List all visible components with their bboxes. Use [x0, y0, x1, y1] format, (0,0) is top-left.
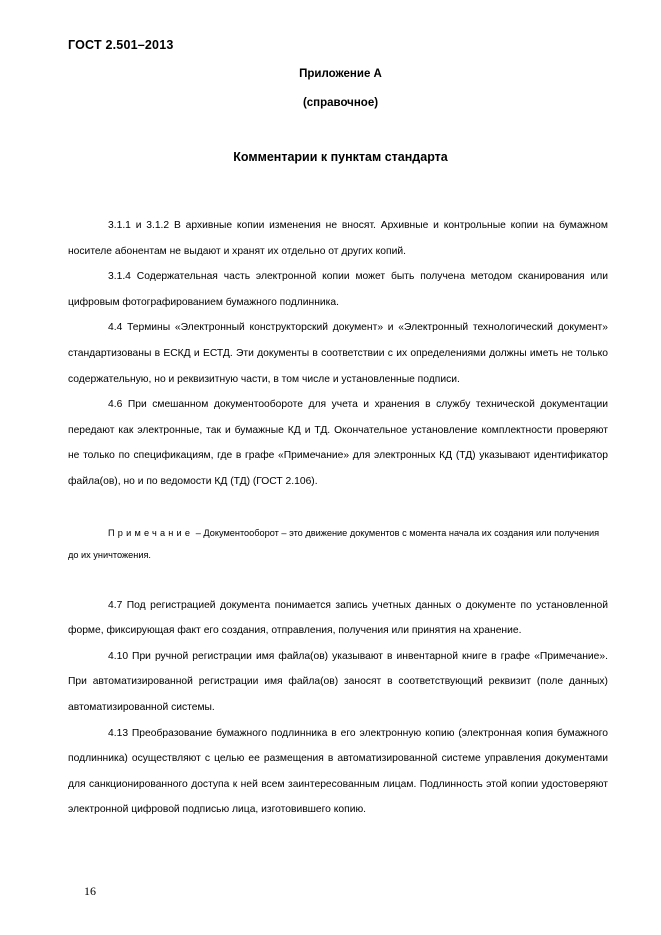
- paragraph-4-10: 4.10 При ручной регистрации имя файла(ов) указывают в инвентарной книге в графе «Примечание». При автоматизированной регистрации имя файла(ов) заносят в соответствующий реквизит (поле данных) автоматизированной системы.: [68, 650, 608, 713]
- paragraph-3-1-1: 3.1.1 и 3.1.2 В архивные копии изменения не вносят. Архивные и контрольные копии на бумажном носителе абонентам не выдают и хранят их отдельно от других копий.: [68, 220, 608, 257]
- paragraph-4-13: 4.13 Преобразование бумажного подлинника в его электронную копию (электронная копия бумажного подлинника) осуществляют с целью ее размещения в автоматизированной системе управления документами для санкционированного доступа к ней всем заинтересованным лицам. Подлинность этой копии удостоверяют электронной цифровой подписью лица, изготовившего копию.: [68, 727, 608, 816]
- paragraph-4-7: 4.7 Под регистрацией документа понимается запись учетных данных о документе по установленной форме, фиксирующая факт его создания, отправления, получения или принятия на хранение.: [68, 599, 608, 637]
- standard-code: ГОСТ 2.501–2013: [68, 38, 174, 52]
- paragraph-4-4: 4.4 Термины «Электронный конструкторский документ» и «Электронный технологический документ» стандартизованы в ЕСКД и ЕСТД. Эти документы в соответствии с их определениями должны иметь не только содержательную, но и реквизитную части, в том числе и установленные подписи.: [68, 322, 608, 385]
- appendix-title: Приложение А: [299, 68, 382, 80]
- page-number: 16: [84, 884, 96, 898]
- appendix-type: (справочное): [302, 97, 379, 109]
- paragraph-3-1-4: 3.1.4 Содержательная часть электронной копии может быть получена методом сканирования или цифровым фотографированием бумажного подлинника.: [68, 271, 608, 308]
- document-body: [68, 213, 608, 823]
- paragraph-4-6: 4.6 При смешанном документообороте для учета и хранения в службу технической документации передают как электронные, так и бумажные КД и ТД. Окончательное установление комплектности проверяют не только по спецификациям, где в графе «Примечание» для электронных КД (ТД) указывают идентификатор файла(ов), но и по ведомости КД (ТД) (ГОСТ 2.106).: [68, 399, 608, 487]
- note: [68, 522, 608, 566]
- section-title: Комментарии к пунктам стандарта: [233, 150, 448, 164]
- note-label: Примечание: [108, 527, 194, 538]
- note-text: – Документооборот – это движение документов с момента начала их создания или получения до их уничтожения.: [68, 527, 600, 560]
